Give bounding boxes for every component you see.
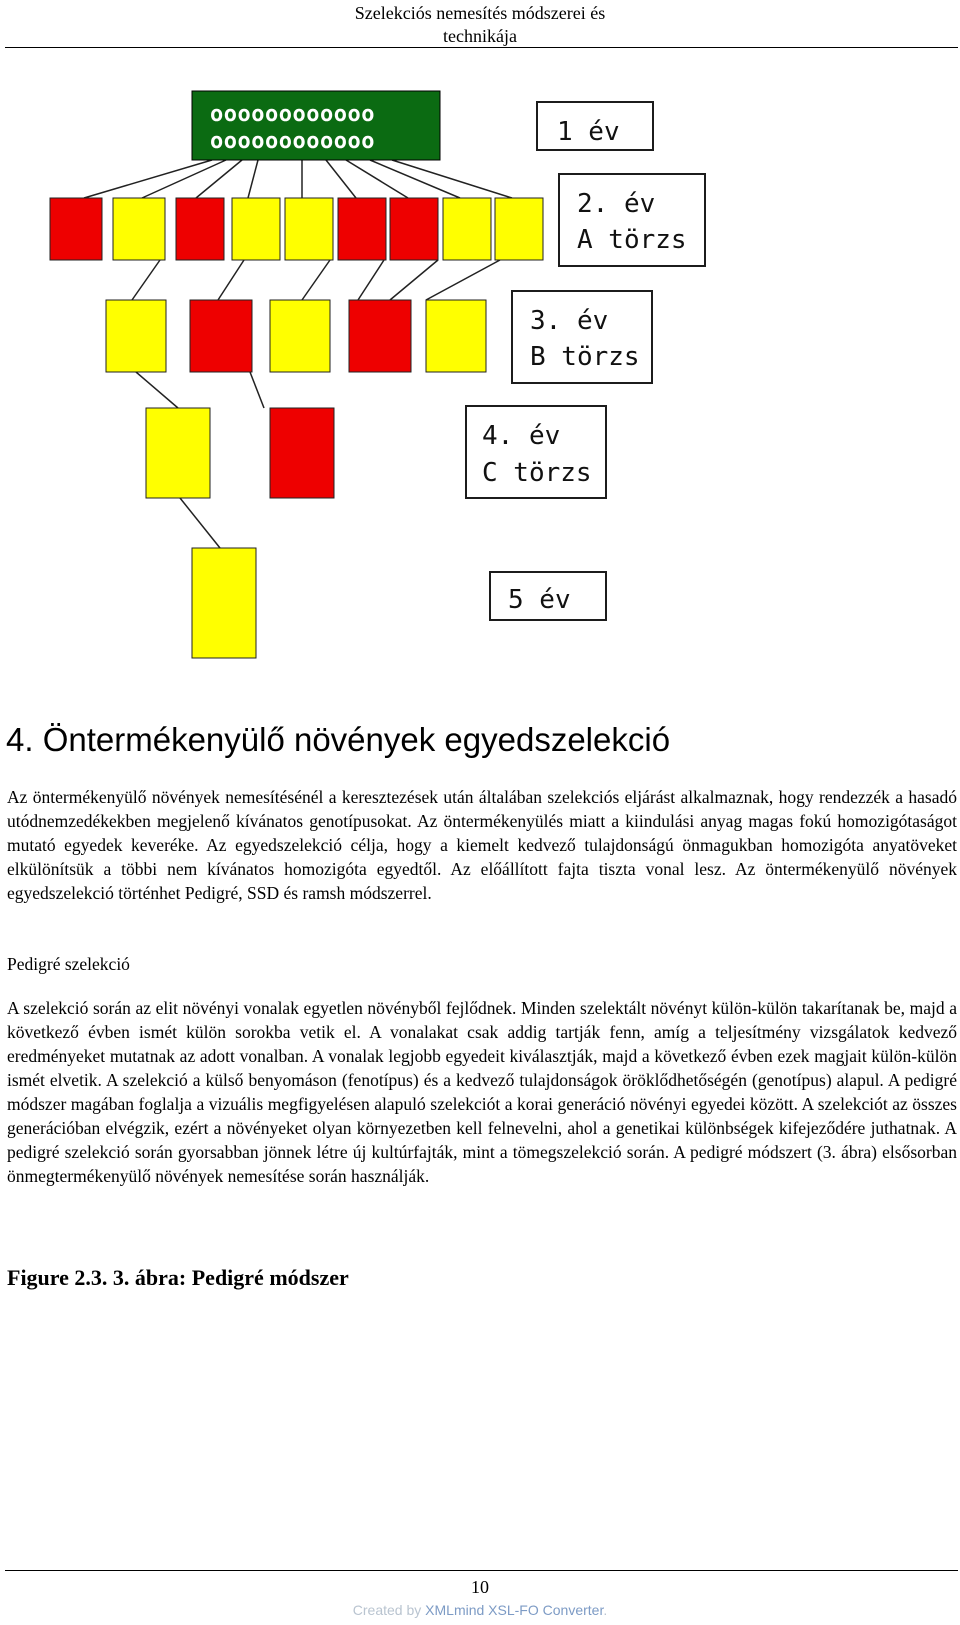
header-divider [5, 47, 958, 48]
figure-caption: Figure 2.3. 3. ábra: Pedigré módszer [7, 1265, 349, 1290]
line-row2-5 [426, 300, 486, 372]
plant-row1-4 [232, 198, 280, 260]
paragraph-pedigree: A szelekció során az elit növényi vonalak egyetlen növényből fejlődnek. Minden szelektált növényt külön-külön takarítanak be, majd a következő évben ismét külön sorokba vetik el. A vonalakat csak addig tartják fenn, amíg a teljesítmény vizsgálatok kedvező eredményeket mutatnak az adott vonalban. A vonalak legjobb egyedeit kiválasztják, majd a következő évben ezek magjait külön-külön ismét elvetik. A szelekció a külső benyomáson (fenotípus) és a kedvező tulajdonságok öröklődhetőségén (genotípus) alapul. A pedigré módszer magában foglalja a vizuális megfigyelésen alapuló szelekciót a korai generáció növényi egyedei között. A szelekciót az összes generációban elvégzik, ezért a növényeket olyan környezetben kell felnevelni, ahol a genetikai különbségek kifejeződére juthatnak. A pedigré szelekció során gyorsabban jönnek létre új kultúrfajták, mint a tömegszelekció során. A pedigré módszert (3. ábra) elsősorban önmegtermékenyülő növények nemesítése során használják. [7, 998, 957, 1186]
plant-row1-6 [338, 198, 386, 260]
paragraph-intro: Az öntermékenyülő növények nemesítésénél a keresztezések után általában szelekciós eljárást alkalmaznak, hogy rendezzék a hasadó utódnemzedékekben megjelenő kívánatos genotípusokat. Az öntermékenyülés miatt a kiindulási anyag magas fokú homozigótaságot mutató egyedek keveréke. Az egyedszelekció célja, hogy a kiemelt kedvező tulajdonságú önmagukban homozigóta anyatöveket elkülönítsük a többi nem kívánatos homozigóta egyedtől. Az előállított fajta tiszta vonal lesz. Az öntermékenyülő növények egyedszelekció történhet Pedigré, SSD és ramsh módszerrel. [7, 787, 957, 903]
credit-suffix: . [603, 1602, 608, 1618]
running-header [0, 0, 960, 48]
line-row2-3 [270, 300, 330, 372]
credit-prefix: Created by [352, 1602, 426, 1618]
plant-row1-2 [113, 198, 165, 260]
section-title: 4. Öntermékenyülő növények egyedszelekció [6, 721, 671, 758]
line-row3-1 [146, 408, 210, 498]
footer-divider [5, 1570, 958, 1571]
subheading-pedigree: Pedigré szelekció [7, 954, 130, 974]
source-seed-row-1: oooooooooooo [210, 102, 375, 127]
line-row2-1 [106, 300, 166, 372]
plant-row1-7 [390, 198, 438, 260]
plant-row1-8 [443, 198, 491, 260]
line-row3-2 [270, 408, 334, 498]
pedigree-diagram [40, 88, 740, 688]
plant-row1-3 [176, 198, 224, 260]
page-number: 10 [471, 1577, 489, 1597]
plant-row1-1 [50, 198, 102, 260]
line-row2-4 [349, 300, 411, 372]
strain-label-3: B törzs [530, 342, 640, 372]
running-header-line-2: technikája [443, 26, 517, 46]
source-seed-row-2: oooooooooooo [210, 129, 375, 154]
plant-row1-9 [495, 198, 543, 260]
year-label-5: 5 év [508, 585, 571, 615]
converter-credit [0, 1600, 960, 1620]
strain-label-4: C törzs [482, 458, 592, 488]
line-row2-2 [190, 300, 252, 372]
plant-row1-5 [285, 198, 333, 260]
credit-brand-link[interactable]: XMLmind XSL-FO Converter [425, 1602, 604, 1618]
line-row4-1 [192, 548, 256, 658]
year-label-2: 2. év [577, 189, 656, 219]
year-label-1: 1 év [557, 117, 620, 147]
strain-label-2: A törzs [577, 225, 687, 255]
year-label-3: 3. év [530, 306, 609, 336]
year-label-4: 4. év [482, 421, 561, 451]
running-header-line-1: Szelekciós nemesítés módszerei és [354, 3, 606, 23]
